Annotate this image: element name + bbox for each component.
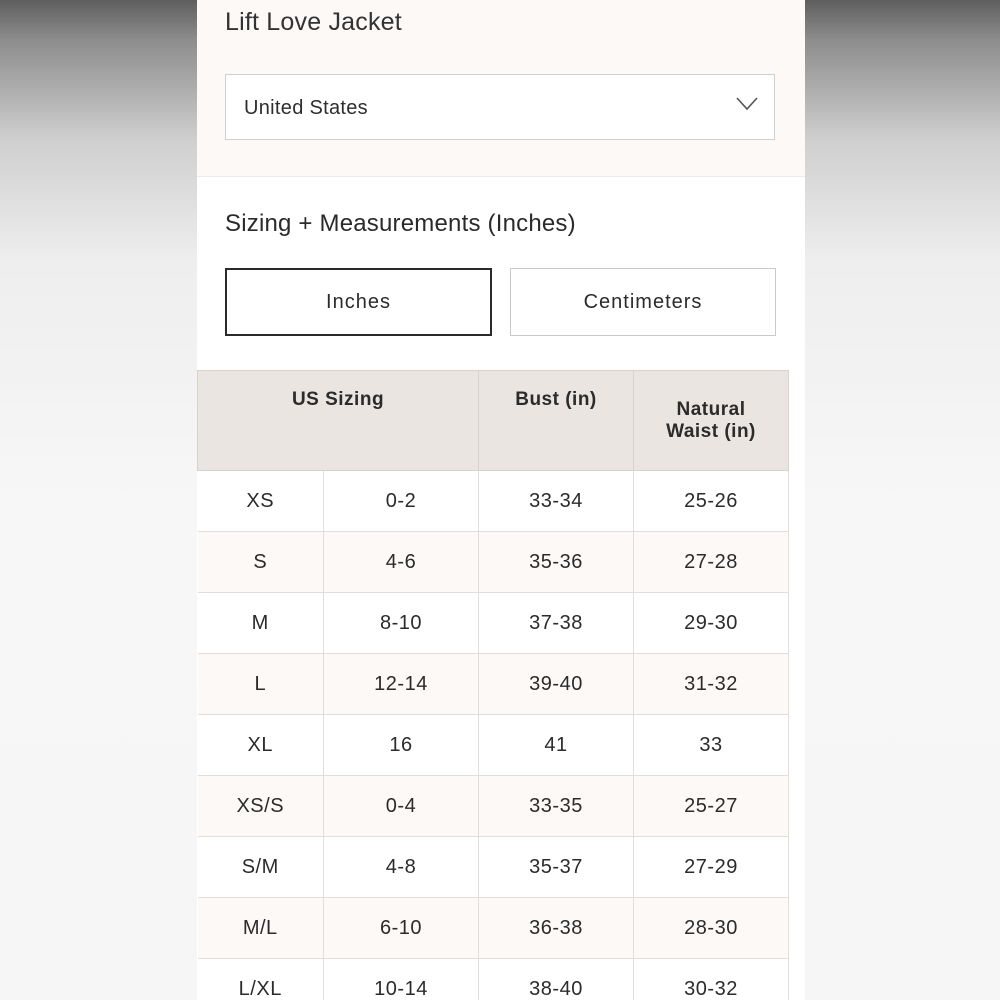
cell-waist: 30-32 [634,959,789,1000]
left-backdrop [0,0,197,1000]
cell-bust: 37-38 [479,593,634,654]
table-row [198,471,789,532]
table-row [198,532,789,593]
cell-us-size: 0-4 [324,776,479,837]
cell-bust: 33-34 [479,471,634,532]
cell-waist: 31-32 [634,654,789,715]
header-waist-line1: Natural [676,398,746,420]
cell-us-size: 10-14 [324,959,479,1000]
country-select[interactable] [225,74,775,140]
cell-waist: 28-30 [634,898,789,959]
cell-size: XL [198,715,324,776]
country-select-value: United States [244,97,368,119]
cell-bust: 35-37 [479,837,634,898]
header-us-sizing: US Sizing [198,371,479,471]
table-row [198,654,789,715]
right-backdrop [805,0,1000,1000]
cell-bust: 33-35 [479,776,634,837]
header-natural-waist [634,371,789,471]
cell-us-size: 4-8 [324,837,479,898]
product-header [197,0,805,177]
cell-size: L/XL [198,959,324,1000]
cell-bust: 38-40 [479,959,634,1000]
table-row [198,776,789,837]
header-bust: Bust (in) [479,371,634,471]
cell-us-size: 12-14 [324,654,479,715]
chevron-down-icon [736,97,758,111]
cell-size: S [198,532,324,593]
cell-waist: 25-26 [634,471,789,532]
cell-us-size: 16 [324,715,479,776]
cell-waist: 29-30 [634,593,789,654]
size-chart-table [197,370,789,1000]
cell-waist: 33 [634,715,789,776]
cell-size: M/L [198,898,324,959]
cell-bust: 41 [479,715,634,776]
cell-bust: 35-36 [479,532,634,593]
cell-size: S/M [198,837,324,898]
table-row [198,959,789,1000]
table-row [198,593,789,654]
cell-us-size: 4-6 [324,532,479,593]
cell-us-size: 6-10 [324,898,479,959]
table-row [198,715,789,776]
product-title: Lift Love Jacket [225,8,402,36]
cell-size: L [198,654,324,715]
cell-size: M [198,593,324,654]
sizing-title: Sizing + Measurements (Inches) [225,210,576,237]
inches-toggle-button[interactable]: Inches [225,268,492,336]
cell-us-size: 8-10 [324,593,479,654]
header-waist-line2: Waist (in) [666,420,756,442]
table-row [198,837,789,898]
cell-bust: 39-40 [479,654,634,715]
size-guide-panel [197,0,805,1000]
cell-us-size: 0-2 [324,471,479,532]
table-row [198,898,789,959]
cell-bust: 36-38 [479,898,634,959]
table-header-row [198,371,789,471]
cell-waist: 27-29 [634,837,789,898]
cell-waist: 25-27 [634,776,789,837]
cell-waist: 27-28 [634,532,789,593]
cell-size: XS/S [198,776,324,837]
centimeters-toggle-button[interactable]: Centimeters [510,268,776,336]
cell-size: XS [198,471,324,532]
